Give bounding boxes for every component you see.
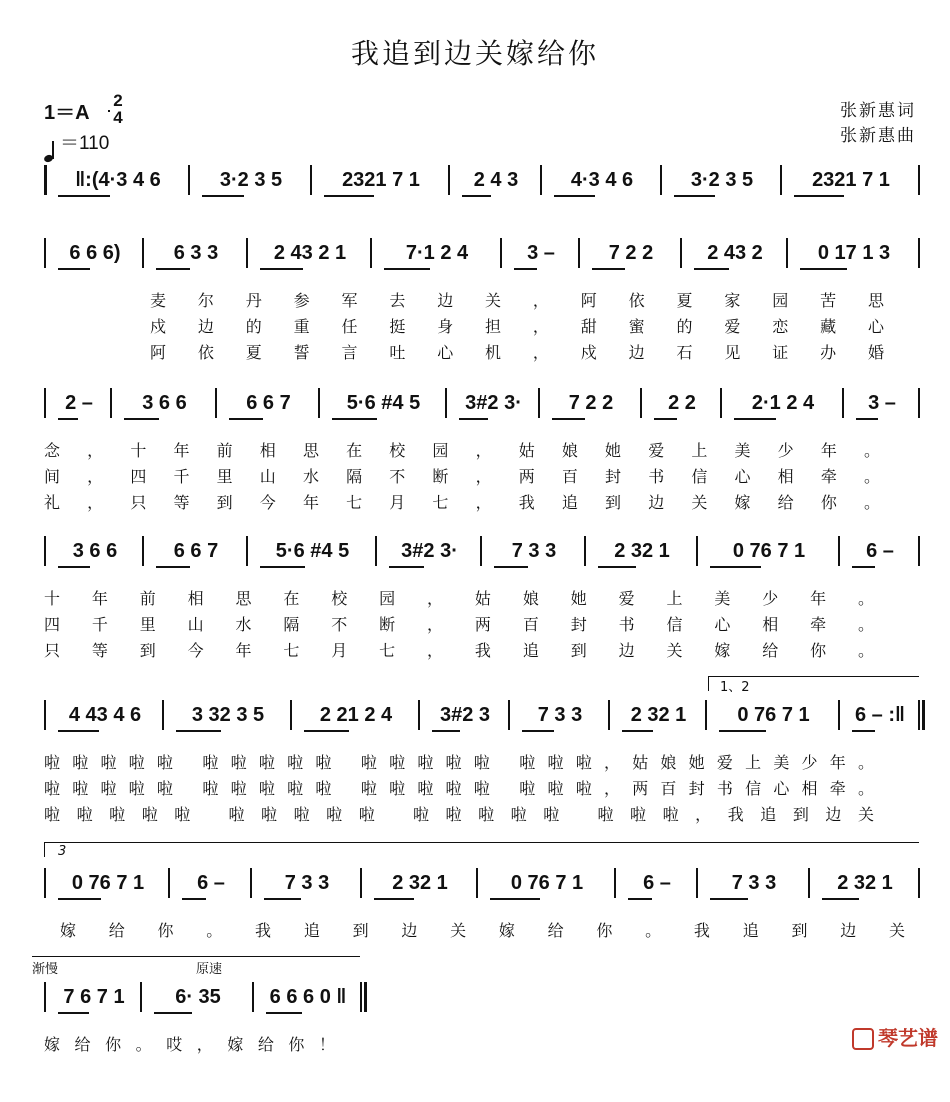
- lyric-line: 嫁给你。我追到边关嫁给你。我追到边关: [60, 921, 905, 940]
- measure: 5·6 #4 5: [346, 392, 421, 414]
- measure: 0 76 7 1: [510, 872, 584, 894]
- measure: 3·2 3 5: [219, 169, 283, 191]
- note-beam: [734, 418, 776, 420]
- bar-line: [480, 536, 482, 566]
- tempo-marking: [44, 128, 109, 155]
- measure: 6 6 7: [173, 540, 219, 562]
- note-beam: [822, 898, 859, 900]
- note-beam: [432, 730, 460, 732]
- measure: 0 17 1 3: [817, 242, 891, 264]
- bar-line: [246, 536, 248, 566]
- bar-line: [162, 700, 164, 730]
- bar-line: [918, 165, 920, 195]
- measure: 7 6 7 1: [63, 986, 125, 1008]
- note-beam: [852, 566, 875, 568]
- bar-line: [838, 700, 840, 730]
- bar-line: [318, 388, 320, 418]
- note-beam: [522, 730, 554, 732]
- measure: 3 32 3 5: [191, 704, 265, 726]
- measure: 2·1 2 4: [751, 392, 815, 414]
- bar-line: [375, 536, 377, 566]
- measure: 2 43 2 1: [273, 242, 347, 264]
- note-beam: [229, 418, 263, 420]
- measure: 3 –: [527, 242, 555, 264]
- bar-line: [838, 536, 840, 566]
- lyric-line: 啦啦啦啦啦 啦啦啦啦啦 啦啦啦啦啦 啦啦啦，我追到边关: [44, 805, 874, 824]
- bar-line: [540, 165, 542, 195]
- measure: 6 6 6 0 ‖: [269, 986, 347, 1008]
- ritardando-marking: 渐慢: [32, 962, 59, 977]
- lyric-line: 阿依夏誓言吐心机，戍边石见证办婚: [150, 343, 884, 362]
- note-beam: [554, 195, 595, 197]
- a-tempo-marking: 原速: [196, 962, 223, 977]
- measure: 7 2 2: [608, 242, 654, 264]
- bar-line: [44, 700, 46, 730]
- bar-line: [140, 982, 142, 1012]
- note-beam: [654, 418, 677, 420]
- note-beam: [384, 268, 430, 270]
- score-system: [0, 700, 950, 824]
- note-beam: [58, 418, 78, 420]
- bar-line: [584, 536, 586, 566]
- bar-line: [614, 868, 616, 898]
- note-beam: [260, 268, 303, 270]
- bar-line: [215, 388, 217, 418]
- bar-line: [44, 238, 46, 268]
- volta-label-12: 1、2: [720, 680, 750, 695]
- measure: 7 2 2: [568, 392, 614, 414]
- note-beam: [304, 730, 349, 732]
- time-signature-top: 2: [113, 91, 123, 110]
- lyric-line: 间，四千里山水隔不断，两百封书信心相牵。: [44, 467, 880, 486]
- bar-line: [786, 238, 788, 268]
- note-beam: [58, 195, 110, 197]
- score-system: [0, 238, 950, 362]
- note-beam: [719, 730, 766, 732]
- measure: 6 6 6): [69, 242, 121, 264]
- measure: 2 32 1: [837, 872, 893, 894]
- bar-line: [918, 536, 920, 566]
- bar-line: [918, 238, 920, 268]
- measure: 0 76 7 1: [732, 540, 806, 562]
- note-beam: [374, 898, 414, 900]
- lyricist-credit: 张新惠词: [840, 101, 916, 121]
- lyric-line: 礼，只等到今年七月七，我追到边关嫁给你。: [44, 493, 880, 512]
- score-system: [0, 536, 950, 660]
- final-bar-line: [364, 982, 367, 1012]
- note-beam: [490, 898, 540, 900]
- bar-line: [508, 700, 510, 730]
- note-beam: [710, 898, 748, 900]
- measure: 6· 35: [175, 986, 221, 1008]
- lyric-line: 十年前相思在校园，姑娘她爱上美少年。: [44, 589, 874, 608]
- bar-line: [780, 165, 782, 195]
- fraction-bar: [108, 110, 110, 112]
- note-beam: [332, 418, 377, 420]
- lyric-line: 只等到今年七月七，我追到边关嫁给你。: [44, 641, 874, 660]
- measure: 5·6 #4 5: [275, 540, 350, 562]
- note-beam: [266, 1012, 302, 1014]
- bar-line: [142, 536, 144, 566]
- bar-line: [188, 165, 190, 195]
- measure: 7 3 3: [731, 872, 777, 894]
- measure: 7 3 3: [284, 872, 330, 894]
- note-beam: [202, 195, 244, 197]
- key-signature: 1＝A: [44, 102, 90, 124]
- song-title: 我追到边关嫁给你: [350, 37, 599, 70]
- note-beam: [852, 730, 875, 732]
- lyric-line: 啦啦啦啦啦 啦啦啦啦啦 啦啦啦啦啦 啦啦啦，姑娘她爱上美少年。: [44, 753, 874, 772]
- logo-icon: [852, 1028, 874, 1050]
- bar-line: [705, 700, 707, 730]
- score-system: [0, 982, 950, 1102]
- measure: 0 76 7 1: [737, 704, 810, 726]
- bar-line: [696, 536, 698, 566]
- lyric-line: 麦尔丹参军去边关，阿依夏家园苦思: [150, 291, 884, 310]
- score-system: [0, 868, 950, 988]
- composer-credit: 张新惠曲: [840, 126, 916, 146]
- bar-line: [370, 238, 372, 268]
- measure: 4·3 4 6: [570, 169, 634, 191]
- measure: 6 –: [643, 872, 671, 894]
- bar-line: [538, 388, 540, 418]
- note-beam: [182, 898, 206, 900]
- measure: 6 3 3: [173, 242, 219, 264]
- measure: 2321 7 1: [342, 169, 420, 191]
- time-signature: [108, 92, 128, 126]
- bar-line: [360, 868, 362, 898]
- note-beam: [58, 1012, 89, 1014]
- bar-line: [290, 700, 292, 730]
- tempo-value: ＝110: [60, 133, 110, 154]
- measure: 3 –: [868, 392, 896, 414]
- bar-line: [44, 536, 46, 566]
- logo: [852, 1022, 938, 1051]
- note-beam: [800, 268, 847, 270]
- measure: 6 –: [866, 540, 894, 562]
- bar-line: [44, 982, 46, 1012]
- measure: 6 – :‖: [855, 704, 905, 726]
- note-beam: [58, 268, 90, 270]
- measure: 7 3 3: [511, 540, 557, 562]
- bar-line: [640, 388, 642, 418]
- measure: 2 4 3: [473, 169, 519, 191]
- measure: 3 6 6: [72, 540, 118, 562]
- bar-line: [44, 868, 46, 898]
- time-signature-bottom: 4: [113, 108, 123, 127]
- measure: 3·2 3 5: [690, 169, 754, 191]
- measure: 2 32 1: [392, 872, 448, 894]
- lyric-line: 嫁给你。哎，嫁给你！: [44, 1035, 335, 1054]
- note-beam: [459, 418, 488, 420]
- bar-line: [360, 982, 362, 1012]
- measure: 2 32 1: [630, 704, 687, 726]
- bar-line: [476, 868, 478, 898]
- bar-line: [44, 165, 47, 195]
- note-beam: [856, 418, 878, 420]
- measure: 3#2 3: [439, 704, 491, 726]
- note-beam: [389, 566, 424, 568]
- volta-label-3: 3: [58, 844, 67, 859]
- bar-line: [250, 868, 252, 898]
- measure: 2 2: [668, 392, 696, 414]
- bar-line: [720, 388, 722, 418]
- measure: 2 43 2: [707, 242, 763, 264]
- lyric-line: 啦啦啦啦啦 啦啦啦啦啦 啦啦啦啦啦 啦啦啦，两百封书信心相牵。: [44, 779, 874, 798]
- bar-line: [418, 700, 420, 730]
- lyric-line: 四千里山水隔不断，两百封书信心相牵。: [44, 615, 874, 634]
- ritardando-line: [32, 956, 360, 957]
- bar-line: [168, 868, 170, 898]
- bar-line: [44, 388, 46, 418]
- measure: 2 21 2 4: [319, 704, 393, 726]
- measure: 3#2 3·: [401, 540, 458, 562]
- bar-line: [918, 868, 920, 898]
- note-beam: [58, 566, 90, 568]
- logo-text: 琴艺谱: [878, 1026, 938, 1050]
- measure: ‖:(4·3 4 6: [75, 169, 161, 191]
- measure: 3 6 6: [142, 392, 187, 414]
- note-beam: [628, 898, 652, 900]
- bar-line: [500, 238, 502, 268]
- bar-line: [110, 388, 112, 418]
- note-beam: [462, 195, 491, 197]
- note-beam: [156, 268, 190, 270]
- note-beam: [124, 418, 159, 420]
- bar-line: [445, 388, 447, 418]
- note-beam: [156, 566, 190, 568]
- measure: 6 –: [197, 872, 225, 894]
- score-system: [0, 388, 950, 512]
- measure: 6 6 7: [246, 392, 291, 414]
- note-beam: [710, 566, 761, 568]
- note-beam: [794, 195, 844, 197]
- measure: 2321 7 1: [812, 169, 890, 191]
- final-bar-line: [922, 700, 925, 730]
- measure: 7 3 3: [537, 704, 583, 726]
- note-beam: [494, 566, 528, 568]
- bar-line: [578, 238, 580, 268]
- bar-line: [448, 165, 450, 195]
- measure: 2 –: [65, 392, 93, 414]
- bar-line: [310, 165, 312, 195]
- bar-line: [918, 700, 920, 730]
- bar-line: [142, 238, 144, 268]
- note-beam: [674, 195, 715, 197]
- bar-line: [842, 388, 844, 418]
- bar-line: [608, 700, 610, 730]
- note-beam: [58, 730, 99, 732]
- measure: 4 43 4 6: [68, 704, 142, 726]
- note-beam: [58, 898, 101, 900]
- note-beam: [592, 268, 625, 270]
- measure: 7·1 2 4: [405, 242, 469, 264]
- bar-line: [918, 388, 920, 418]
- bar-line: [680, 238, 682, 268]
- bar-line: [696, 868, 698, 898]
- note-beam: [552, 418, 585, 420]
- note-beam: [176, 730, 221, 732]
- note-beam: [324, 195, 374, 197]
- note-beam: [694, 268, 729, 270]
- measure: 2 32 1: [614, 540, 670, 562]
- note-beam: [260, 566, 305, 568]
- note-beam: [154, 1012, 192, 1014]
- bar-line: [252, 982, 254, 1012]
- note-beam: [514, 268, 537, 270]
- note-beam: [622, 730, 653, 732]
- measure: 0 76 7 1: [71, 872, 145, 894]
- note-beam: [598, 566, 636, 568]
- bar-line: [660, 165, 662, 195]
- bar-line: [246, 238, 248, 268]
- measure: 3#2 3·: [465, 392, 522, 414]
- bar-line: [808, 868, 810, 898]
- note-beam: [264, 898, 301, 900]
- lyric-line: 念，十年前相思在校园，姑娘她爱上美少年。: [44, 441, 880, 460]
- lyric-line: 戍边的重任挺身担，甜蜜的爱恋藏心: [150, 317, 884, 336]
- volta-bracket-3: [44, 842, 919, 857]
